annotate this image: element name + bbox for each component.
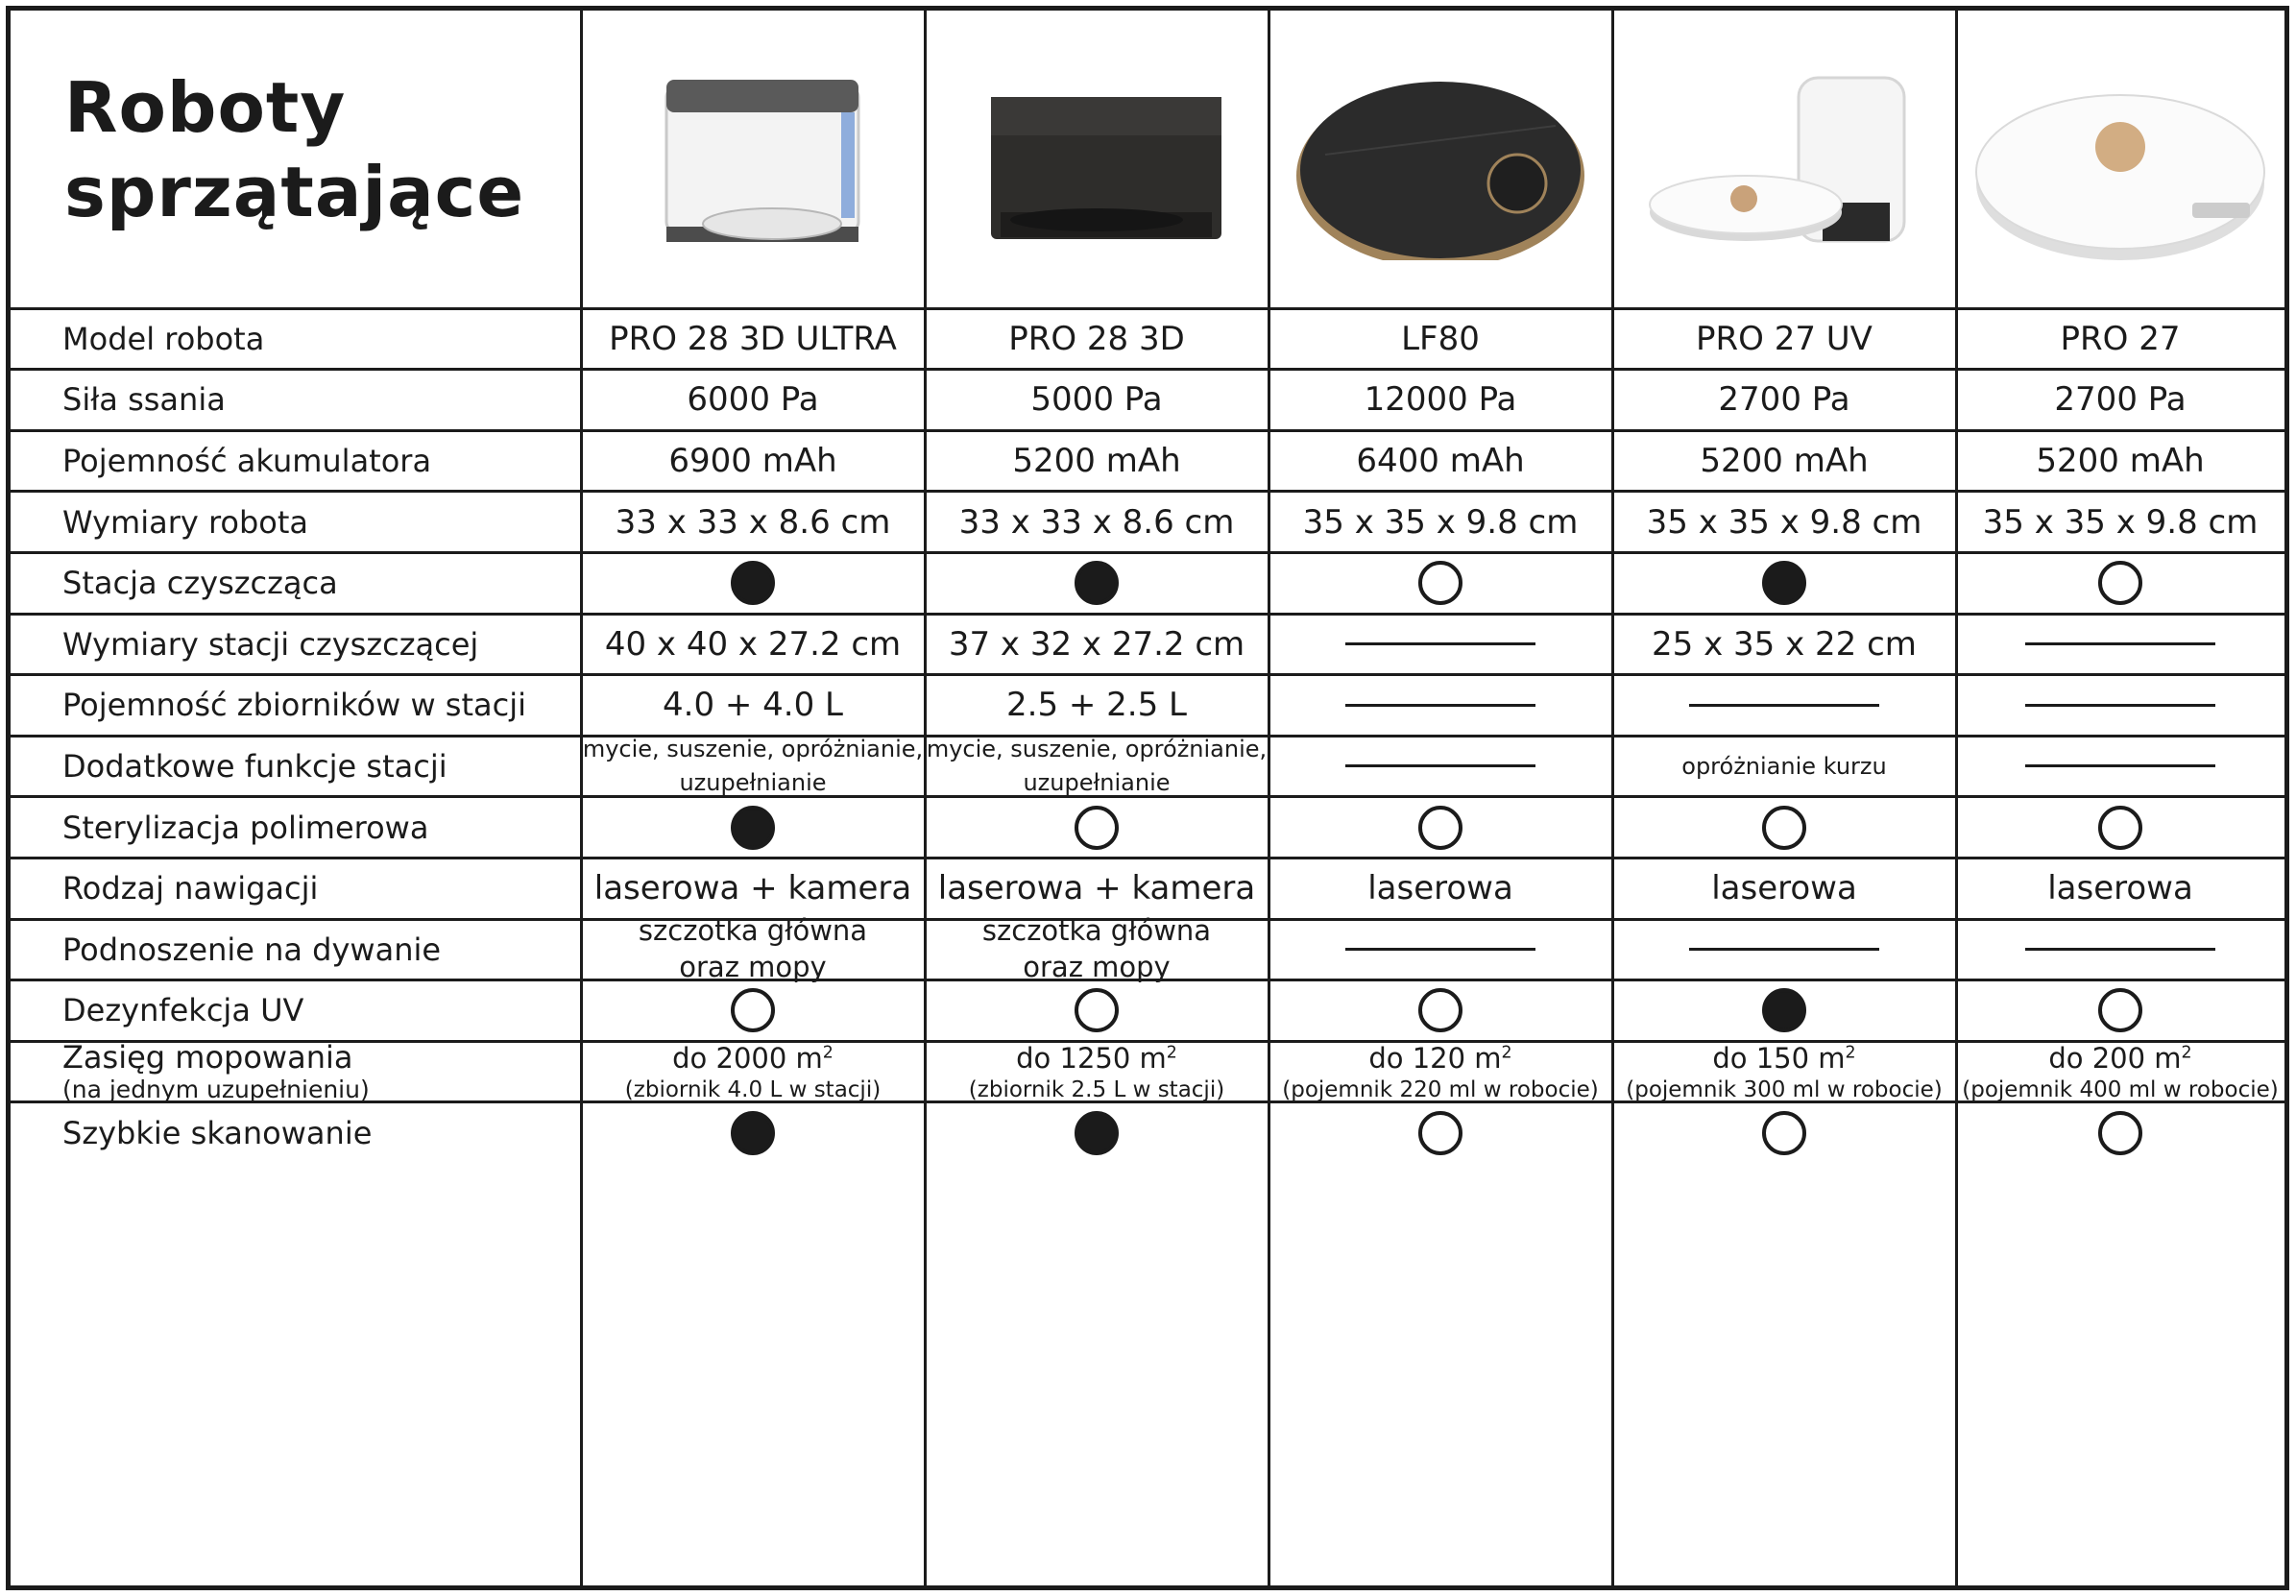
table-cell: PRO 28 3D ULTRA [609, 319, 897, 358]
cell-mop-range [969, 1041, 1224, 1102]
filled-circle-icon [731, 806, 775, 850]
row-label: Siła ssania [62, 381, 226, 419]
table-cell: 35 x 35 x 9.8 cm [1302, 502, 1579, 542]
row-label: Dodatkowe funkcje stacji [62, 747, 447, 785]
row-label: Stacja czyszcząca [62, 565, 338, 602]
table-cell: laserowa [1367, 869, 1513, 908]
table-cell: 5200 mAh [1700, 441, 1869, 480]
table-cell [925, 980, 1269, 1042]
dash-placeholder [1345, 764, 1535, 767]
table-cell [1956, 797, 2284, 858]
table-cell: LF80 [1401, 319, 1480, 358]
table-cell [1269, 736, 1612, 797]
table-cell [925, 1102, 1269, 1164]
table-cell: 25 x 35 x 22 cm [1652, 624, 1917, 664]
cell-line: szczotka główna [981, 914, 1212, 948]
product-image-robot-pro-28-3d [925, 20, 1269, 299]
table-cell [1956, 552, 2284, 614]
cell-mop-range [1962, 1041, 2278, 1102]
table-cell [1612, 980, 1956, 1042]
row-label: Model robota [62, 320, 265, 357]
table-cell: 6900 mAh [668, 441, 837, 480]
product-image-robot-pro-27-uv [1612, 20, 1956, 299]
table-cell: 40 x 40 x 27.2 cm [604, 624, 902, 664]
cell-line: oraz mopy [679, 950, 827, 983]
table-cell [925, 797, 1269, 858]
table-cell [925, 552, 1269, 614]
unit-superscript: 2 [2181, 1043, 2192, 1063]
mop-range-text: do 150 m [1712, 1042, 1846, 1076]
table-cell [1269, 1041, 1612, 1102]
table-cell [1956, 1041, 2284, 1102]
empty-circle-icon [1762, 806, 1806, 850]
table-cell: 2700 Pa [1718, 380, 1850, 420]
table-cell [925, 1041, 1269, 1102]
table-cell: 6000 Pa [687, 380, 819, 420]
robot-pro-28-3d-icon [943, 59, 1250, 260]
cell-line: oraz mopy [1023, 950, 1171, 983]
robot-lf80-icon [1287, 59, 1594, 260]
empty-circle-icon [1762, 1111, 1806, 1155]
cell-multiline [639, 913, 867, 985]
empty-circle-icon [1075, 988, 1119, 1032]
table-cell: 4.0 + 4.0 L [663, 686, 843, 725]
table-cell [581, 1041, 925, 1102]
empty-circle-icon [1418, 561, 1462, 605]
robot-pro-28-3d-ultra-icon [599, 59, 906, 260]
table-cell: 5000 Pa [1030, 380, 1163, 420]
table-cell: 12000 Pa [1364, 380, 1517, 420]
table-cell: laserowa + kamera [937, 869, 1256, 908]
row-label: Podnoszenie na dywanie [62, 931, 442, 968]
filled-circle-icon [731, 561, 775, 605]
table-cell [1612, 552, 1956, 614]
table-cell [1612, 675, 1956, 737]
filled-circle-icon [1762, 561, 1806, 605]
table-cell [581, 797, 925, 858]
table-cell: PRO 27 UV [1696, 319, 1873, 358]
mop-range-text: do 1250 m [1016, 1042, 1167, 1076]
empty-circle-icon [1418, 1111, 1462, 1155]
cell-mop-range [625, 1041, 881, 1102]
table-cell: 35 x 35 x 9.8 cm [1646, 502, 1922, 542]
cell-multiline [583, 733, 923, 800]
table-cell: 5200 mAh [2036, 441, 2205, 480]
dash-placeholder [1345, 642, 1535, 645]
table-cell [581, 552, 925, 614]
unit-superscript: 2 [822, 1043, 834, 1063]
row-label: Pojemność zbiorników w stacji [62, 687, 526, 724]
table-cell: 5200 mAh [1012, 441, 1181, 480]
table-cell [1956, 919, 2284, 980]
table-cell: 33 x 33 x 8.6 cm [615, 502, 891, 542]
empty-circle-icon [1418, 806, 1462, 850]
row-sublabel-text: (na jednym uzupełnieniu) [62, 1076, 370, 1104]
table-cell: 37 x 32 x 27.2 cm [948, 624, 1245, 664]
table-cell: 2.5 + 2.5 L [1006, 686, 1187, 725]
table-cell [1612, 736, 1956, 797]
dash-placeholder [2025, 948, 2215, 951]
table-cell [925, 736, 1269, 797]
row-label [11, 1041, 581, 1102]
unit-superscript: 2 [1845, 1043, 1856, 1063]
empty-circle-icon [731, 988, 775, 1032]
filled-circle-icon [731, 1111, 775, 1155]
table-title [64, 66, 524, 235]
table-title-line-2: sprzątające [64, 151, 525, 232]
cell-line: mycie, suszenie, opróżnianie, [926, 736, 1268, 763]
table-cell: 2700 Pa [2054, 380, 2187, 420]
table-cell: PRO 28 3D [1008, 319, 1185, 358]
row-label: Sterylizacja polimerowa [62, 809, 429, 846]
table-cell [1956, 1102, 2284, 1164]
mop-range-value [672, 1041, 834, 1077]
dash-placeholder [2025, 642, 2215, 645]
unit-superscript: 2 [1166, 1043, 1177, 1063]
table-cell [1269, 675, 1612, 737]
table-cell [1612, 1102, 1956, 1164]
mop-range-note: (zbiornik 2.5 L w stacji) [968, 1076, 1225, 1102]
table-cell [1269, 614, 1612, 675]
table-cell [925, 914, 1269, 983]
dash-placeholder [1689, 704, 1879, 707]
cell-multiline [927, 733, 1267, 800]
comparison-table [6, 6, 2289, 1590]
robot-pro-27-uv-icon [1631, 59, 1938, 260]
row-label: Dezynfekcja UV [62, 992, 304, 1029]
product-image-robot-pro-28-3d-ultra [581, 20, 925, 299]
mop-range-value [1368, 1041, 1511, 1077]
empty-circle-icon [2098, 806, 2142, 850]
table-cell [581, 914, 925, 983]
table-cell: 35 x 35 x 9.8 cm [1982, 502, 2259, 542]
product-image-robot-lf80 [1269, 20, 1612, 299]
table-cell [1612, 797, 1956, 858]
table-cell: laserowa [1711, 869, 1857, 908]
table-cell [1612, 919, 1956, 980]
empty-circle-icon [2098, 1111, 2142, 1155]
row-label: Pojemność akumulatora [62, 442, 432, 479]
empty-circle-icon [2098, 988, 2142, 1032]
table-cell [1269, 797, 1612, 858]
cell-multiline [982, 913, 1211, 985]
table-cell [1612, 1041, 1956, 1102]
cell-line: uzupełnianie [1023, 768, 1171, 796]
row-label-wrap [62, 1039, 370, 1103]
table-cell [1269, 980, 1612, 1042]
cell-line: uzupełnianie [679, 768, 827, 796]
dash-placeholder [1345, 948, 1535, 951]
mop-range-text: do 120 m [1368, 1042, 1502, 1076]
table-cell: laserowa + kamera [593, 869, 912, 908]
table-cell [1956, 614, 2284, 675]
table-cell [1956, 675, 2284, 737]
mop-range-note: (pojemnik 400 ml w robocie) [1962, 1076, 2279, 1102]
dash-placeholder [1689, 948, 1879, 951]
dash-placeholder [2025, 704, 2215, 707]
table-title-line-1: Roboty [64, 67, 347, 148]
cell-line: szczotka główna [638, 914, 868, 948]
table-cell: 33 x 33 x 8.6 cm [958, 502, 1235, 542]
mop-range-value [2048, 1041, 2191, 1077]
product-image-robot-pro-27 [1956, 20, 2284, 299]
table-cell: 6400 mAh [1356, 441, 1525, 480]
mop-range-text: do 200 m [2048, 1042, 2182, 1076]
mop-range-value [1016, 1041, 1177, 1077]
row-label-text: Zasięg mopowania [62, 1039, 353, 1076]
row-label: Rodzaj nawigacji [62, 870, 319, 907]
mop-range-note: (zbiornik 4.0 L w stacji) [624, 1076, 882, 1102]
row-label: Szybkie skanowanie [62, 1114, 373, 1151]
table-cell: laserowa [2047, 869, 2193, 908]
table-cell [581, 736, 925, 797]
table-cell [1269, 1102, 1612, 1164]
cell-line: opróżnianie kurzu [1681, 752, 1887, 780]
robot-pro-27-icon [1967, 59, 2274, 260]
table-cell [581, 1102, 925, 1164]
cell-mop-range [1626, 1041, 1942, 1102]
table-cell [1956, 736, 2284, 797]
table-cell [581, 980, 925, 1042]
dash-placeholder [1345, 704, 1535, 707]
empty-circle-icon [2098, 561, 2142, 605]
mop-range-text: do 2000 m [672, 1042, 823, 1076]
cell-line: mycie, suszenie, opróżnianie, [582, 736, 924, 763]
mop-range-value [1712, 1041, 1855, 1077]
mop-range-note: (pojemnik 300 ml w robocie) [1626, 1076, 1943, 1102]
unit-superscript: 2 [1501, 1043, 1512, 1063]
table-cell: PRO 27 [2060, 319, 2181, 358]
table-cell [1269, 919, 1612, 980]
empty-circle-icon [1418, 988, 1462, 1032]
filled-circle-icon [1075, 561, 1119, 605]
dash-placeholder [2025, 764, 2215, 767]
row-label: Wymiary stacji czyszczącej [62, 625, 479, 663]
filled-circle-icon [1075, 1111, 1119, 1155]
mop-range-note: (pojemnik 220 ml w robocie) [1282, 1076, 1599, 1102]
filled-circle-icon [1762, 988, 1806, 1032]
empty-circle-icon [1075, 806, 1119, 850]
row-label: Wymiary robota [62, 503, 309, 541]
table-cell [1956, 980, 2284, 1042]
cell-mop-range [1282, 1041, 1598, 1102]
cell-multiline [1681, 750, 1886, 784]
table-cell [1269, 552, 1612, 614]
